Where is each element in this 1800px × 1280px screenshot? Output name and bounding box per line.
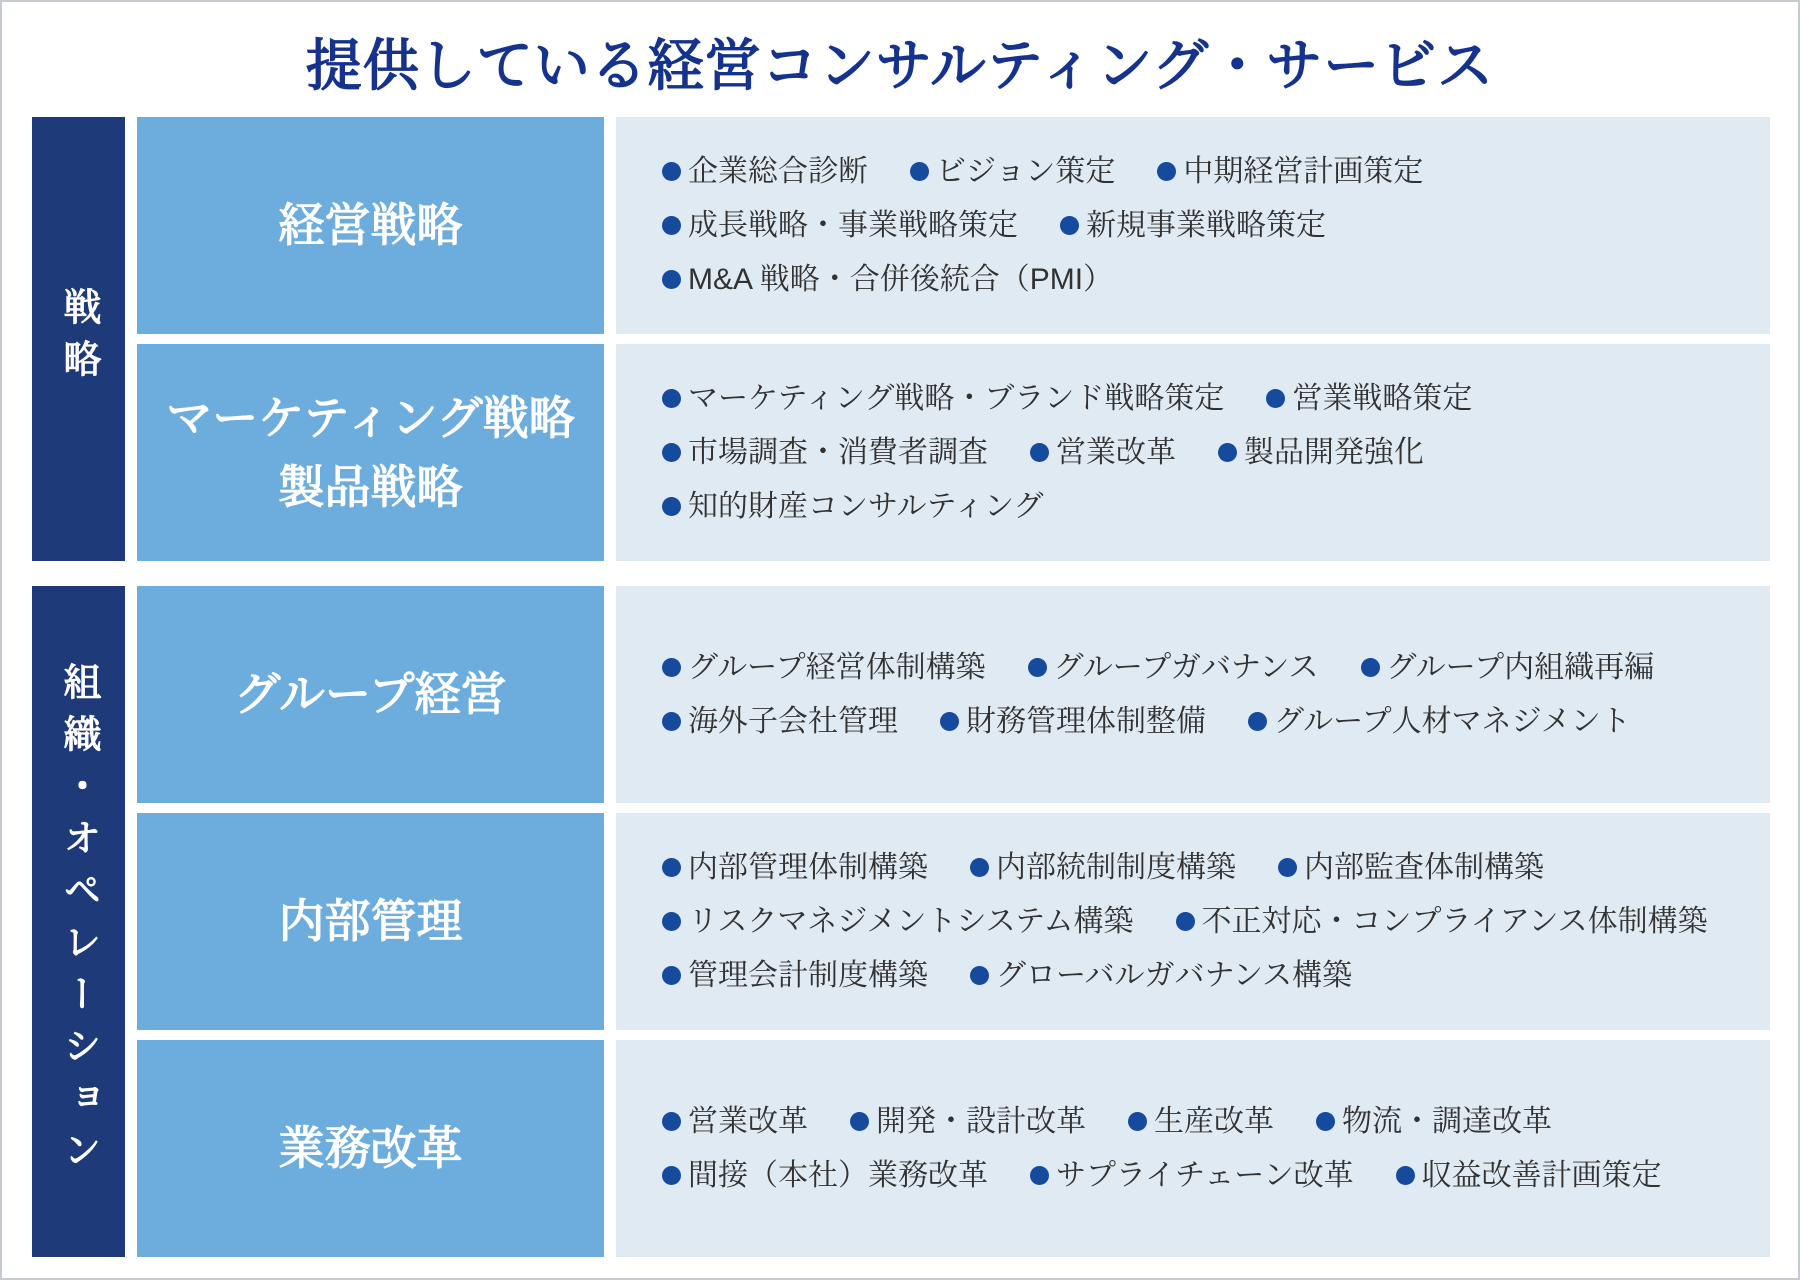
content-cell	[616, 813, 1770, 1030]
bullet-icon	[1030, 443, 1049, 462]
content-cell	[616, 586, 1770, 803]
bullet-icon	[662, 658, 681, 677]
service-item	[940, 704, 1206, 740]
service-item-label: 営業改革	[1056, 435, 1176, 469]
service-item	[1278, 850, 1544, 886]
service-item-label: 新規事業戦略策定	[1086, 208, 1326, 242]
service-item	[1248, 704, 1631, 740]
bullet-icon	[940, 712, 959, 731]
bullet-icon	[970, 858, 989, 877]
service-item-label: ビジョン策定	[936, 154, 1116, 188]
category-label: 製品戦略	[278, 460, 463, 513]
service-item-label: 内部統制制度構築	[996, 850, 1236, 884]
service-item-label: 知的財産コンサルティング	[688, 489, 1044, 523]
bullet-icon	[662, 270, 681, 289]
bullet-icon	[1361, 658, 1380, 677]
service-item	[1060, 208, 1326, 244]
service-row	[137, 586, 1770, 803]
bullet-icon	[662, 712, 681, 731]
service-item	[662, 850, 928, 886]
service-item-label: 営業戦略策定	[1292, 381, 1473, 415]
service-item	[662, 1104, 808, 1140]
service-item	[662, 958, 928, 994]
bullet-icon	[1060, 216, 1079, 235]
category-cell	[137, 117, 604, 334]
service-item	[1266, 381, 1472, 417]
service-item	[1361, 650, 1655, 686]
service-line	[662, 650, 1750, 686]
service-line	[662, 208, 1750, 244]
bullet-icon	[662, 1112, 681, 1131]
group-section	[32, 117, 1770, 561]
service-item-label: 物流・調達改革	[1342, 1104, 1552, 1138]
bullet-icon	[662, 216, 681, 235]
category-cell	[137, 586, 604, 803]
service-row	[137, 117, 1770, 334]
bullet-icon	[662, 443, 681, 462]
service-item-label: 間接（本社）業務改革	[688, 1158, 988, 1192]
bullet-icon	[662, 912, 681, 931]
service-item	[662, 489, 1044, 525]
service-item-label: リスクマネジメントシステム構築	[688, 904, 1134, 938]
bullet-icon	[1396, 1166, 1415, 1185]
bullet-icon	[662, 162, 681, 181]
service-item	[662, 154, 868, 190]
service-item-label: 中期経営計画策定	[1183, 154, 1424, 188]
bullet-icon	[662, 1166, 681, 1185]
service-groups	[32, 117, 1770, 1257]
group-section	[32, 586, 1770, 1257]
service-item-label: 開発・設計改革	[876, 1104, 1086, 1138]
bullet-icon	[1030, 1166, 1049, 1185]
service-row	[137, 1040, 1770, 1257]
service-line	[662, 381, 1750, 417]
category-cell	[137, 813, 604, 1030]
service-item-label: 企業総合診断	[688, 154, 868, 188]
service-item-label: 内部監査体制構築	[1304, 850, 1544, 884]
service-item	[910, 154, 1115, 190]
service-item	[662, 650, 986, 686]
service-item-label: 収益改善計画策定	[1421, 1158, 1662, 1192]
service-item-label: サプライチェーン改革	[1056, 1158, 1354, 1192]
service-item-label: 市場調査・消費者調査	[688, 435, 988, 469]
service-item	[662, 208, 1018, 244]
service-line	[662, 1158, 1750, 1194]
service-item	[970, 958, 1352, 994]
bullet-icon	[1176, 912, 1195, 931]
service-item	[662, 262, 1113, 298]
service-line	[662, 1104, 1750, 1140]
service-row	[137, 344, 1770, 561]
page-title: 提供している経営コンサルティング・サービス	[305, 34, 1495, 97]
service-item-label: グローバルガバナンス構築	[996, 958, 1353, 992]
service-item	[662, 1158, 988, 1194]
bullet-icon	[662, 389, 681, 408]
service-item	[1316, 1104, 1552, 1140]
bullet-icon	[1266, 389, 1285, 408]
bullet-icon	[1128, 1112, 1147, 1131]
service-row	[137, 813, 1770, 1030]
service-item-label: 製品開発強化	[1244, 435, 1424, 469]
service-item	[1157, 154, 1423, 190]
group-rows	[137, 586, 1770, 1257]
service-item-label: 営業改革	[688, 1104, 808, 1138]
category-cell	[137, 344, 604, 561]
service-item	[1030, 435, 1176, 471]
bullet-icon	[1028, 658, 1047, 677]
service-item-label: グループガバナンス	[1053, 650, 1319, 684]
bullet-icon	[850, 1112, 869, 1131]
bullet-icon	[662, 858, 681, 877]
service-item	[662, 435, 988, 471]
service-item	[1218, 435, 1424, 471]
service-item	[1128, 1104, 1274, 1140]
group-rows	[137, 117, 1770, 561]
category-cell	[137, 1040, 604, 1257]
service-line	[662, 704, 1750, 740]
service-item-label: 生産改革	[1154, 1104, 1274, 1138]
service-item-label: グループ経営体制構築	[688, 650, 986, 684]
service-item	[1030, 1158, 1354, 1194]
bullet-icon	[910, 162, 929, 181]
service-line	[662, 904, 1750, 940]
bullet-icon	[1157, 162, 1176, 181]
content-cell	[616, 117, 1770, 334]
service-item-label: 管理会計制度構築	[688, 958, 928, 992]
service-item	[662, 704, 898, 740]
service-item-label: 成長戦略・事業戦略策定	[688, 208, 1018, 242]
bullet-icon	[662, 497, 681, 516]
service-item	[1176, 904, 1708, 940]
service-item	[850, 1104, 1086, 1140]
bullet-icon	[662, 966, 681, 985]
bullet-icon	[1218, 443, 1237, 462]
service-line	[662, 262, 1750, 298]
service-item	[1396, 1158, 1662, 1194]
category-label: グループ経営	[234, 668, 507, 720]
category-label: 業務改革	[278, 1122, 463, 1174]
service-item-label: グループ人材マネジメント	[1274, 704, 1631, 738]
content-cell	[616, 344, 1770, 561]
service-item-label: マーケティング戦略・ブランド戦略策定	[688, 381, 1225, 415]
service-item	[970, 850, 1236, 886]
service-item-label: グループ内組織再編	[1386, 650, 1655, 684]
service-item-label: 内部管理体制構築	[688, 850, 928, 884]
group-label: 戦略	[32, 117, 125, 561]
category-label: 内部管理	[278, 895, 463, 947]
service-item-label: 財務管理体制整備	[966, 704, 1206, 738]
bullet-icon	[1278, 858, 1297, 877]
category-label: 経営戦略	[278, 199, 463, 251]
service-line	[662, 958, 1750, 994]
bullet-icon	[970, 966, 989, 985]
service-line	[662, 435, 1750, 471]
service-item-label: 海外子会社管理	[688, 704, 898, 738]
service-item	[662, 381, 1224, 417]
bullet-icon	[1248, 712, 1267, 731]
bullet-icon	[1316, 1112, 1335, 1131]
service-item	[1028, 650, 1319, 686]
service-line	[662, 489, 1750, 525]
category-label: マーケティング戦略	[166, 391, 575, 444]
group-label: 組織・オペレーション	[32, 586, 125, 1257]
service-item	[662, 904, 1134, 940]
service-line	[662, 154, 1750, 190]
service-line	[662, 850, 1750, 886]
service-item-label: M&A 戦略・合併後統合（PMI）	[688, 262, 1114, 296]
service-item-label: 不正対応・コンプライアンス体制構築	[1201, 904, 1708, 938]
content-cell	[616, 1040, 1770, 1257]
